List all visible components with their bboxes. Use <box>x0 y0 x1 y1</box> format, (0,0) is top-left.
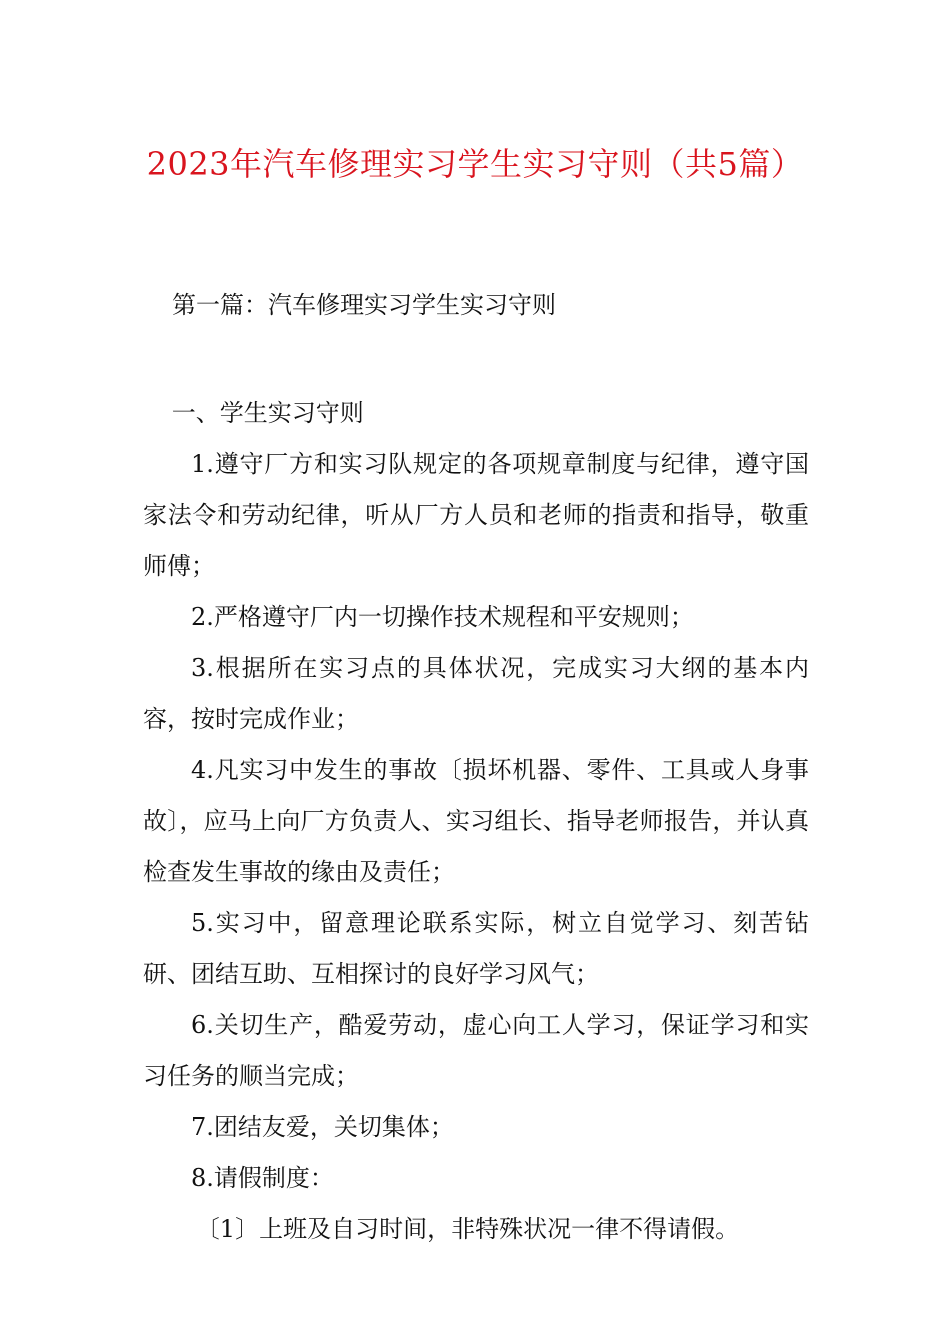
part-heading: 第一篇：汽车修理实习学生实习守则 <box>172 291 556 319</box>
paragraph-8: 8.请假制度： <box>191 1164 334 1192</box>
paragraph-7: 7.团结友爱，关切集体； <box>191 1113 454 1141</box>
paragraph-4: 4.凡实习中发生的事故〔损坏机器、零件、工具或人身事故〕，应马上向厂方负责人、实习组长、指导老师报告，并认真检查发生事故的缘由及责任； <box>143 756 809 886</box>
paragraph-8-sub-1: 〔1〕上班及自习时间，非特殊状况一律不得请假。 <box>195 1215 740 1243</box>
paragraph-1: 1.遵守厂方和实习队规定的各项规章制度与纪律，遵守国家法令和劳动纪律，听从厂方人员和老师的指责和指导，敬重师傅； <box>143 450 809 580</box>
paragraph-2: 2.严格遵守厂内一切操作技术规程和平安规则； <box>191 603 694 631</box>
document-title: 2023年汽车修理实习学生实习守则（共5篇） <box>146 145 804 183</box>
paragraph-3: 3.根据所在实习点的具体状况，完成实习大纲的基本内容，按时完成作业； <box>143 654 809 733</box>
paragraph-6: 6.关切生产，酷爱劳动，虚心向工人学习，保证学习和实习任务的顺当完成； <box>143 1011 809 1090</box>
document-body <box>143 388 809 1255</box>
section-heading: 一、学生实习守则 <box>171 399 364 427</box>
paragraph-5: 5.实习中，留意理论联系实际，树立自觉学习、刻苦钻研、团结互助、互相探讨的良好学习风气； <box>143 909 809 988</box>
